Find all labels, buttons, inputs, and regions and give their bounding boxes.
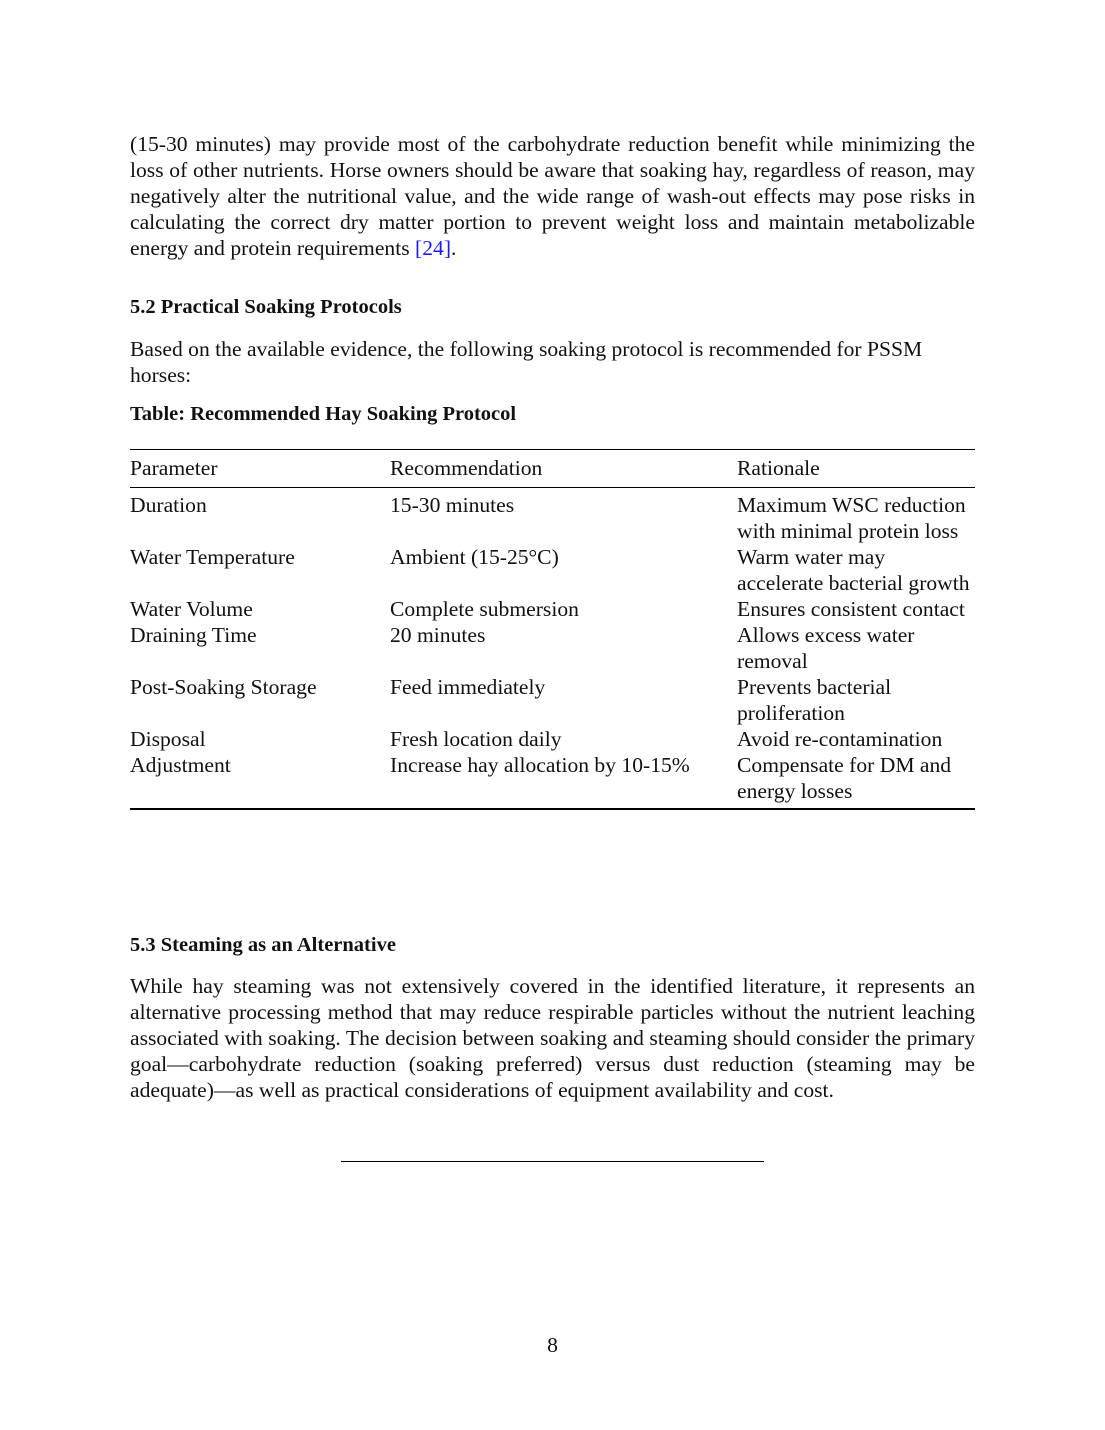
cell-recommendation: Ambient (15-25°C) xyxy=(390,545,559,569)
section-heading-5-2: 5.2 Practical Soaking Protocols xyxy=(130,296,402,318)
cell-rationale: Ensures consistent contact xyxy=(737,597,965,621)
cell-parameter: Water Volume xyxy=(130,597,253,621)
cell-rationale: Allows excess water removal xyxy=(737,623,915,673)
column-header-recommendation: Recommendation xyxy=(390,450,737,488)
citation-link[interactable]: [24] xyxy=(415,236,452,260)
cell-parameter: Water Temperature xyxy=(130,545,295,569)
table-row xyxy=(130,752,975,809)
cell-parameter: Duration xyxy=(130,493,207,517)
table-row xyxy=(130,726,975,752)
intro-paragraph-end: . xyxy=(451,236,457,260)
section-heading-5-3: 5.3 Steaming as an Alternative xyxy=(130,934,396,956)
cell-recommendation: Increase hay allocation by 10-15% xyxy=(390,753,690,777)
table-row xyxy=(130,544,975,596)
table-row xyxy=(130,488,975,545)
intro-paragraph xyxy=(130,131,975,261)
cell-rationale: Warm water may accelerate bacterial growth xyxy=(737,545,970,595)
cell-parameter: Disposal xyxy=(130,727,206,751)
table-header-row xyxy=(130,450,975,488)
section-end-rule xyxy=(341,1161,764,1162)
cell-rationale: Maximum WSC reduction with minimal protein loss xyxy=(737,493,966,543)
cell-rationale: Compensate for DM and energy losses xyxy=(737,753,952,803)
soaking-protocol-table xyxy=(130,449,975,810)
cell-recommendation: 20 minutes xyxy=(390,623,486,647)
table-caption: Table: Recommended Hay Soaking Protocol xyxy=(130,403,517,425)
cell-recommendation: 15-30 minutes xyxy=(390,493,515,517)
section-5-3-paragraph: While hay steaming was not extensively covered in the identified literature, it represents an alternative processing method that may reduce respirable particles without the nutrient leaching associated with soaking. The decision between soaking and steaming should consider the primary goal—carbohydrate reduction (soaking preferred) versus dust reduction (steaming may be adequate)—as well as practical considerations of equipment availability and cost. xyxy=(130,974,975,1102)
table-row xyxy=(130,674,975,726)
table-row xyxy=(130,622,975,674)
cell-rationale: Prevents bacterial proliferation xyxy=(737,675,892,725)
table-row xyxy=(130,596,975,622)
cell-recommendation: Fresh location daily xyxy=(390,727,562,751)
cell-parameter: Post-Soaking Storage xyxy=(130,675,317,699)
cell-recommendation: Feed immediately xyxy=(390,675,546,699)
cell-rationale: Avoid re-contamination xyxy=(737,727,943,751)
column-header-parameter: Parameter xyxy=(130,450,390,488)
intro-paragraph-text: (15-30 minutes) may provide most of the carbohydrate reduction benefit while minimizing the loss of other nutrients. Horse owners should be aware that soaking hay, regardless of reason, may negatively alter the nutritional value, and the wide range of wash-out effects may pose risks in calculating the correct dry matter portion to prevent weight loss and maintain metabolizable energy and protein requirements xyxy=(130,132,975,260)
page-number: 8 xyxy=(547,1333,558,1357)
cell-parameter: Adjustment xyxy=(130,753,231,777)
column-header-rationale: Rationale xyxy=(737,450,975,488)
cell-recommendation: Complete submersion xyxy=(390,597,579,621)
cell-parameter: Draining Time xyxy=(130,623,257,647)
section-5-2-paragraph: Based on the available evidence, the following soaking protocol is recommended for PSSM horses: xyxy=(130,337,923,387)
